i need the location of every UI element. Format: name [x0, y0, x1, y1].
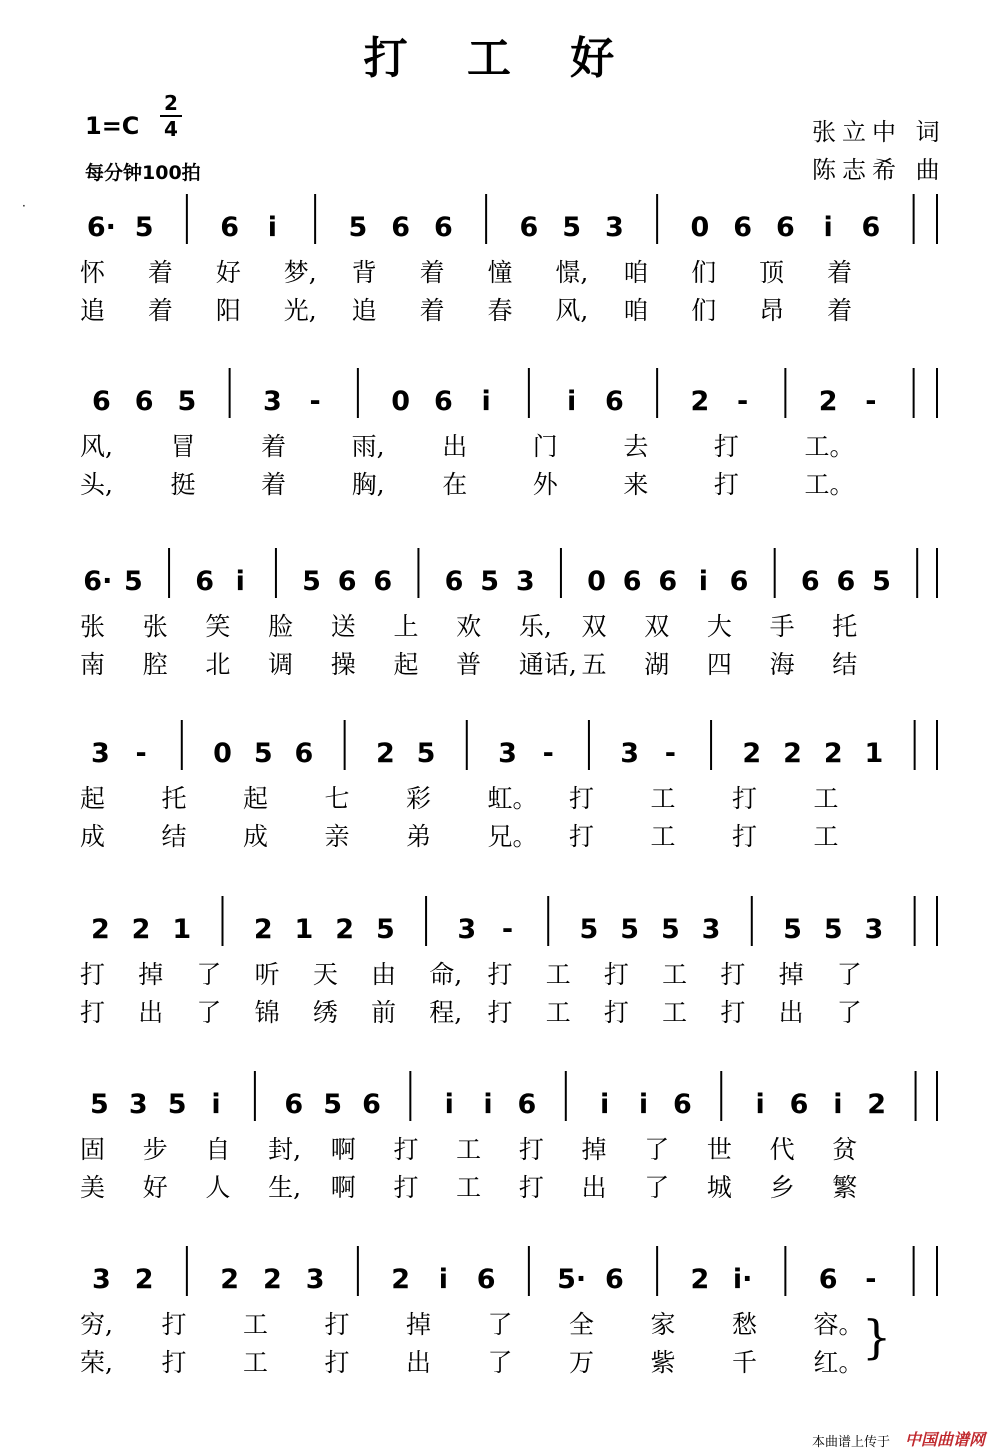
note: 5 — [90, 1089, 109, 1120]
verse-brace: } — [862, 1310, 892, 1364]
lyric-verse-1: 工 — [662, 960, 688, 989]
lyric-verse-1: 打 — [720, 960, 746, 989]
lyric-verse-1: 封, — [268, 1135, 302, 1164]
note: 5 — [375, 914, 395, 945]
lyric-verse-2: 好 — [142, 1173, 168, 1202]
note: 6 — [800, 566, 820, 597]
note: - — [664, 738, 676, 769]
note: 3 — [262, 386, 282, 417]
note: 6 — [362, 1089, 381, 1120]
lyric-verse-1: 门 — [532, 432, 558, 461]
lyric-verse-2: 着 — [147, 296, 173, 325]
note: 6 — [775, 212, 795, 243]
note: 5 — [823, 914, 843, 945]
lyric-verse-2: 千 — [732, 1348, 758, 1377]
lyric-verse-2: 成 — [243, 822, 269, 851]
lyric-verse-2: 工 — [813, 822, 839, 851]
lyric-verse-1: 咱 — [623, 258, 649, 287]
lyric-verse-2: 工。 — [804, 470, 855, 499]
note: i — [755, 1089, 765, 1120]
note: 0 — [690, 212, 710, 243]
lyric-verse-2: 咱 — [623, 296, 649, 325]
note: 6 — [373, 566, 393, 597]
note: 3 — [457, 914, 477, 945]
time-signature-bottom: 4 — [164, 117, 178, 141]
time-signature-top: 2 — [164, 91, 178, 115]
lyric-verse-2: 来 — [623, 470, 649, 499]
lyric-verse-1: 打 — [324, 1310, 350, 1339]
note: 5 — [167, 1089, 187, 1120]
lyric-verse-2: 五 — [581, 650, 607, 679]
note: - — [865, 1264, 877, 1295]
note: 2 — [375, 738, 395, 769]
lyric-verse-2: 工 — [650, 822, 676, 851]
lyric-verse-1: 打 — [713, 432, 739, 461]
lyric-verse-2: 调 — [268, 650, 294, 679]
note: i· — [732, 1264, 753, 1295]
note: 5 — [620, 914, 640, 945]
lyric-verse-1: 打 — [518, 1135, 544, 1164]
note: 6 — [818, 1264, 838, 1295]
note: - — [501, 914, 514, 945]
lyric-verse-2: 打 — [518, 1173, 544, 1202]
lyric-verse-1: 托 — [832, 612, 858, 641]
note: 6 — [604, 1264, 624, 1295]
lyric-verse-2: 打 — [487, 998, 513, 1027]
lyric-verse-2: 打 — [393, 1173, 419, 1202]
lyric-verse-1: 梦, — [283, 258, 317, 287]
note: 5 — [480, 566, 500, 597]
note: 6 — [604, 386, 624, 417]
note: 2 — [823, 738, 843, 769]
note: 1 — [294, 914, 314, 945]
lyric-verse-2: 紫 — [650, 1348, 676, 1377]
lyric-verse-2: 北 — [205, 650, 231, 679]
lyric-verse-1: 工 — [456, 1135, 482, 1164]
note: 6 — [517, 1089, 537, 1120]
note: 6 — [284, 1089, 304, 1120]
note: 3 — [305, 1264, 325, 1295]
note: 3 — [91, 1264, 111, 1295]
lyric-verse-1: 步 — [142, 1135, 168, 1164]
lyric-verse-2: 兄。 — [487, 822, 538, 851]
lyric-verse-1: 啊 — [330, 1135, 356, 1164]
note: 2 — [134, 1264, 154, 1295]
lyric-verse-1: 打 — [161, 1310, 187, 1339]
note: 6 — [622, 566, 642, 597]
lyric-verse-2: 外 — [532, 470, 558, 499]
lyric-verse-2: 了 — [836, 998, 862, 1027]
lyric-verse-2: 着 — [419, 296, 445, 325]
lyric-verse-2: 工 — [662, 998, 688, 1027]
lyric-verse-1: 愁 — [732, 1310, 758, 1339]
note: 5 — [323, 1089, 343, 1120]
note: 3 — [515, 566, 535, 597]
lyric-verse-1: 打 — [732, 784, 758, 813]
note: 5 — [660, 914, 680, 945]
note: 5 — [177, 386, 197, 417]
lyric-verse-1: 乐, — [518, 612, 552, 641]
note: 3 — [128, 1089, 148, 1120]
note: 2 — [262, 1264, 282, 1295]
note: 6 — [672, 1089, 692, 1120]
lyric-verse-1: 怀 — [80, 258, 106, 287]
note: i — [444, 1089, 454, 1120]
note: 6 — [220, 212, 240, 243]
note: 3 — [620, 738, 640, 769]
upload-note: 本曲谱上传于 — [812, 1435, 891, 1450]
note: - — [737, 386, 749, 417]
note: 5 — [783, 914, 802, 945]
lyric-verse-1: 雨, — [351, 432, 385, 461]
lyric-verse-2: 普 — [456, 650, 482, 679]
note: 1 — [864, 738, 884, 769]
lyric-verse-1: 打 — [80, 960, 106, 989]
note: 5 — [579, 914, 599, 945]
lyric-verse-1: 七 — [324, 784, 350, 813]
lyric-verse-1: 着 — [419, 258, 445, 287]
lyric-verse-1: 手 — [769, 612, 795, 641]
lyric-verse-1: 风, — [80, 432, 113, 461]
note: 6 — [444, 566, 464, 597]
lyric-verse-2: 美 — [80, 1173, 106, 1202]
lyric-verse-2: 打 — [161, 1348, 187, 1377]
lyric-verse-2: 成 — [80, 822, 106, 851]
note: - — [865, 386, 877, 417]
lyric-verse-1: 托 — [161, 784, 187, 813]
lyric-verse-1: 了 — [196, 960, 222, 989]
note: 6 — [789, 1089, 809, 1120]
note: 2 — [690, 1264, 710, 1295]
note: i — [638, 1089, 649, 1120]
note: 2 — [391, 1264, 411, 1295]
note: 5 — [872, 566, 891, 597]
lyric-verse-2: 头, — [80, 470, 113, 499]
lyric-verse-2: 打 — [80, 998, 106, 1027]
lyric-verse-1: 天 — [312, 960, 338, 989]
lyric-verse-1: 双 — [581, 612, 607, 641]
note: 6 — [861, 212, 881, 243]
lyric-verse-1: 大 — [706, 612, 732, 641]
lyric-verse-2: 湖 — [644, 650, 670, 679]
lyric-verse-1: 掉 — [778, 960, 804, 989]
note: i — [481, 386, 491, 417]
note: 5 — [348, 212, 368, 243]
note: - — [135, 738, 147, 769]
note: i — [833, 1089, 843, 1120]
note: 6· — [83, 566, 113, 597]
lyric-verse-1: 着 — [827, 258, 853, 287]
lyric-verse-2: 啊 — [330, 1173, 356, 1202]
composer-credit: 陈志希 曲 — [812, 156, 946, 184]
tempo-marking: 每分钟100拍 — [85, 162, 201, 184]
lyric-verse-1: 代 — [769, 1135, 795, 1164]
lyric-verse-1: 掉 — [138, 960, 164, 989]
note: 2 — [818, 386, 838, 417]
lyric-verse-2: 红。 — [813, 1348, 864, 1377]
lyric-verse-2: 万 — [569, 1348, 595, 1377]
note: 6 — [658, 566, 678, 597]
lyric-verse-2: 挺 — [170, 470, 196, 499]
lyric-verse-2: 出 — [406, 1348, 432, 1377]
lyric-verse-2: 了 — [487, 1348, 513, 1377]
lyric-verse-2: 亲 — [324, 822, 350, 851]
lyric-verse-1: 送 — [330, 612, 356, 641]
lyric-verse-1: 张 — [80, 612, 106, 641]
lyric-verse-1: 双 — [644, 612, 670, 641]
lyric-verse-2: 阳 — [215, 296, 241, 325]
lyric-verse-2: 四 — [706, 650, 732, 679]
lyric-verse-2: 荣, — [80, 1348, 113, 1377]
lyric-verse-2: 们 — [691, 296, 717, 325]
note: 0 — [391, 386, 411, 417]
note: 5 — [134, 212, 154, 243]
lyric-verse-1: 起 — [243, 784, 269, 813]
note: i — [698, 566, 709, 597]
lyric-verse-1: 工 — [545, 960, 571, 989]
note: 2 — [867, 1089, 887, 1120]
lyric-verse-1: 自 — [205, 1135, 231, 1164]
lyric-verse-1: 命, — [429, 960, 463, 989]
note: 5 — [253, 738, 273, 769]
lyric-verse-1: 脸 — [268, 612, 294, 641]
lyric-verse-2: 追 — [351, 296, 377, 325]
lyric-verse-1: 欢 — [456, 612, 482, 641]
lyric-verse-1: 工 — [243, 1310, 269, 1339]
lyric-verse-1: 掉 — [406, 1310, 432, 1339]
note: 5 — [302, 566, 321, 597]
lyric-verse-2: 风, — [555, 296, 589, 325]
note: i — [211, 1089, 221, 1120]
lyric-verse-1: 穷, — [80, 1310, 113, 1339]
lyric-verse-2: 了 — [196, 998, 222, 1027]
note: 5· — [557, 1264, 587, 1295]
note: 3 — [701, 914, 721, 945]
lyric-verse-1: 全 — [569, 1310, 595, 1339]
note: i — [600, 1089, 610, 1120]
margin-mark: · — [22, 199, 26, 213]
lyric-verse-1: 虹。 — [487, 784, 538, 813]
lyric-verse-2: 胸, — [351, 470, 385, 499]
lyric-verse-2: 光, — [283, 296, 317, 325]
lyric-verse-2: 出 — [138, 998, 164, 1027]
lyric-verse-1: 憬, — [555, 258, 589, 287]
lyric-verse-1: 工 — [813, 784, 839, 813]
note: 6 — [294, 738, 314, 769]
lyricist-credit: 张立中 词 — [812, 118, 946, 146]
lyric-verse-1: 听 — [254, 960, 280, 989]
lyric-verse-2: 打 — [732, 822, 758, 851]
note: i — [483, 1089, 493, 1120]
lyric-verse-2: 城 — [706, 1173, 732, 1202]
lyric-verse-2: 结 — [161, 822, 187, 851]
lyric-verse-2: 春 — [487, 296, 513, 325]
lyric-verse-1: 起 — [80, 784, 106, 813]
lyric-verse-2: 工 — [456, 1173, 482, 1202]
lyric-verse-1: 好 — [215, 258, 241, 287]
lyric-verse-2: 工 — [243, 1348, 269, 1377]
lyric-verse-2: 打 — [713, 470, 739, 499]
lyric-verse-1: 世 — [706, 1135, 732, 1164]
lyric-verse-2: 乡 — [769, 1173, 795, 1202]
lyric-verse-2: 操 — [330, 650, 356, 679]
note: - — [309, 386, 321, 417]
lyric-verse-1: 笑 — [205, 612, 231, 641]
note: 2 — [90, 914, 110, 945]
note: i — [267, 212, 278, 243]
lyric-verse-2: 繁 — [832, 1173, 858, 1202]
lyric-verse-2: 通话, — [518, 650, 577, 679]
lyric-verse-1: 去 — [623, 432, 649, 461]
lyric-verse-1: 容。 — [813, 1310, 864, 1339]
lyric-verse-2: 前 — [371, 998, 397, 1027]
lyric-verse-2: 打 — [569, 822, 595, 851]
lyric-verse-1: 顶 — [759, 258, 785, 287]
lyric-verse-1: 打 — [569, 784, 595, 813]
note: 6 — [433, 212, 453, 243]
note: 3 — [498, 738, 517, 769]
lyric-verse-1: 工 — [650, 784, 676, 813]
note: 2 — [783, 738, 802, 769]
lyric-verse-2: 昂 — [759, 296, 785, 325]
lyric-verse-1: 家 — [650, 1310, 676, 1339]
lyric-verse-2: 着 — [827, 296, 853, 325]
key-signature: 1=C — [85, 112, 140, 140]
note: 2 — [690, 386, 710, 417]
note: 2 — [131, 914, 151, 945]
note: i — [823, 212, 833, 243]
lyric-verse-2: 打 — [324, 1348, 350, 1377]
lyric-verse-2: 打 — [603, 998, 629, 1027]
note: 6 — [433, 386, 453, 417]
lyric-verse-1: 着 — [261, 432, 287, 461]
lyric-verse-2: 着 — [261, 470, 287, 499]
lyric-verse-1: 着 — [147, 258, 173, 287]
lyric-verse-2: 起 — [393, 650, 419, 679]
lyric-verse-1: 了 — [487, 1310, 513, 1339]
lyric-verse-2: 腔 — [142, 650, 168, 679]
lyric-verse-1: 了 — [644, 1135, 670, 1164]
lyric-verse-2: 打 — [720, 998, 746, 1027]
lyric-verse-1: 打 — [393, 1135, 419, 1164]
note: 3 — [90, 738, 110, 769]
note: 0 — [213, 738, 232, 769]
lyric-verse-1: 工。 — [804, 432, 855, 461]
note: 6 — [391, 212, 411, 243]
note: 6 — [836, 566, 856, 597]
lyric-verse-1: 彩 — [406, 784, 432, 813]
note: 2 — [742, 738, 762, 769]
note: i — [235, 566, 245, 597]
lyric-verse-1: 张 — [142, 612, 168, 641]
lyric-verse-2: 海 — [769, 650, 795, 679]
note: i — [438, 1264, 449, 1295]
note: i — [566, 386, 577, 417]
note: 6 — [733, 212, 753, 243]
lyric-verse-1: 了 — [836, 960, 862, 989]
note: 0 — [587, 566, 606, 597]
note: 2 — [335, 914, 355, 945]
note: 6 — [337, 566, 357, 597]
lyric-verse-2: 了 — [644, 1173, 670, 1202]
lyric-verse-2: 追 — [80, 296, 106, 325]
lyric-verse-2: 在 — [442, 470, 468, 499]
note: - — [542, 738, 554, 769]
site-logo: 中国曲谱网 — [905, 1430, 986, 1449]
note: 1 — [172, 914, 192, 945]
lyric-verse-1: 打 — [603, 960, 629, 989]
lyric-verse-1: 憧 — [487, 258, 513, 287]
lyric-verse-1: 出 — [442, 432, 468, 461]
song-title: 打 工 好 — [363, 33, 637, 84]
lyric-verse-1: 冒 — [170, 432, 196, 461]
note: 5 — [562, 212, 582, 243]
note: 3 — [604, 212, 624, 243]
note: 2 — [253, 914, 273, 945]
note: 2 — [220, 1264, 240, 1295]
lyric-verse-2: 工 — [545, 998, 571, 1027]
lyric-verse-1: 由 — [371, 960, 397, 989]
note: 5 — [124, 566, 143, 597]
lyric-verse-1: 掉 — [581, 1135, 607, 1164]
note: 6 — [729, 566, 749, 597]
lyric-verse-1: 背 — [351, 258, 377, 287]
lyric-verse-1: 固 — [80, 1135, 106, 1164]
lyric-verse-2: 出 — [581, 1173, 607, 1202]
note: 5 — [416, 738, 436, 769]
note: 6 — [195, 566, 215, 597]
lyric-verse-2: 锦 — [254, 998, 280, 1027]
note: 6 — [134, 386, 154, 417]
note: 3 — [864, 914, 884, 945]
lyric-verse-2: 出 — [778, 998, 804, 1027]
lyric-verse-2: 生, — [268, 1173, 302, 1202]
lyric-verse-2: 结 — [832, 650, 858, 679]
lyric-verse-1: 上 — [393, 612, 419, 641]
note: 6 — [476, 1264, 496, 1295]
note: 6 — [519, 212, 539, 243]
lyric-verse-1: 贫 — [832, 1135, 858, 1164]
lyric-verse-2: 绣 — [312, 998, 338, 1027]
lyric-verse-1: 们 — [691, 258, 717, 287]
note: 6· — [86, 212, 116, 243]
lyric-verse-2: 人 — [205, 1173, 231, 1202]
lyric-verse-2: 弟 — [406, 822, 432, 851]
lyric-verse-2: 南 — [80, 650, 106, 679]
lyric-verse-1: 打 — [487, 960, 513, 989]
lyric-verse-2: 程, — [429, 998, 463, 1027]
note: 6 — [91, 386, 111, 417]
